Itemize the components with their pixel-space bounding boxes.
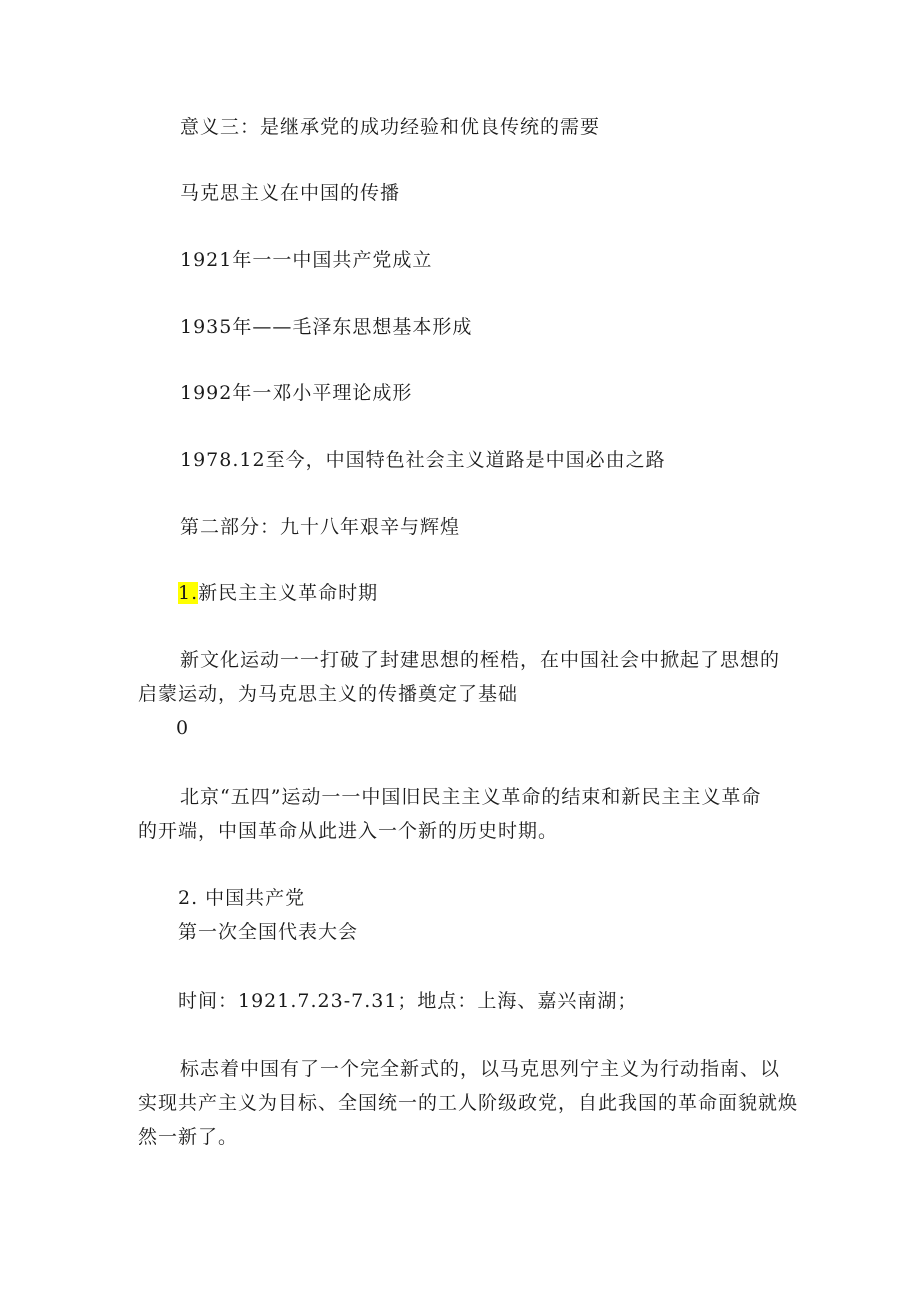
text-new-culture-line-1: 新文化运动一一打破了封建思想的桎梏，在中国社会中掀起了思想的 [180, 649, 781, 671]
text-year-1935: 1935年——毛泽东思想基本形成 [180, 316, 473, 338]
text-marks-line-1: 标志着中国有了一个完全新式的，以马克思列宁主义为行动指南、以 [180, 1058, 781, 1080]
text-year-1978: 1978.12至今，中国特色社会主义道路是中国必由之路 [180, 449, 666, 471]
text-time-place: 时间：1921.7.23-7.31；地点：上海、嘉兴南湖； [178, 990, 638, 1012]
text-zero: 0 [176, 717, 190, 739]
heading-section-1 [178, 576, 378, 610]
text-marxism-spread: 马克思主义在中国的传播 [180, 182, 401, 204]
text-new-culture-line-2: 启蒙运动，为马克思主义的传播奠定了基础 [138, 683, 519, 705]
section-1-title: 新民主主义革命时期 [198, 582, 379, 604]
text-marks-line-3: 然一新了。 [138, 1126, 239, 1148]
text-first-congress: 第一次全国代表大会 [178, 921, 359, 943]
heading-section-2: 2. 中国共产党 [178, 887, 306, 909]
text-significance-three: 意义三：是继承党的成功经验和优良传统的需要 [180, 116, 601, 138]
text-year-1992: 1992年一邓小平理论成形 [180, 382, 413, 404]
text-year-1921: 1921年一一中国共产党成立 [180, 249, 433, 271]
text-may-fourth-line-2: 的开端，中国革命从此进入一个新的历史时期。 [138, 820, 559, 842]
text-may-fourth-line-1: 北京“五四”运动一一中国旧民主主义革命的结束和新民主主义革命 [180, 786, 762, 808]
highlighted-section-number: 1. [178, 582, 199, 604]
heading-part-two: 第二部分：九十八年艰辛与辉煌 [180, 516, 461, 538]
text-marks-line-2: 实现共产主义为目标、全国统一的工人阶级政党，自此我国的革命面貌就焕 [138, 1092, 799, 1114]
